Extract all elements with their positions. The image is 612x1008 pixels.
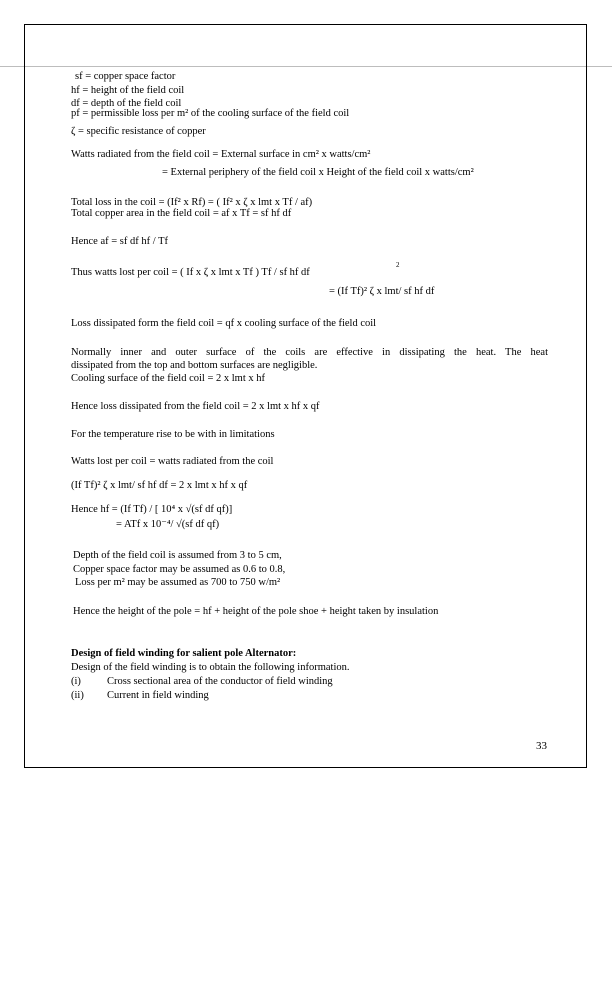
assumption-depth: Depth of the field coil is assumed from 3 to 5 cm, bbox=[73, 550, 282, 561]
watts-radiated-line1: Watts radiated from the field coil = External surface in cm² x watts/cm² bbox=[71, 149, 371, 160]
hence-hf-line2: = ATf x 10⁻⁴/ √(sf df qf) bbox=[116, 519, 220, 530]
watts-equal: Watts lost per coil = watts radiated from the coil bbox=[71, 456, 274, 467]
section-intro: Design of the field winding is to obtain the following information. bbox=[71, 662, 350, 673]
hence-af: Hence af = sf df hf / Tf bbox=[71, 236, 168, 247]
assumption-space-factor: Copper space factor may be assumed as 0.6 to 0.8, bbox=[73, 564, 286, 575]
list-item-text: Current in field winding bbox=[107, 690, 209, 701]
copper-area: Total copper area in the field coil = af x Tf = sf hf df bbox=[71, 208, 292, 219]
normally-para-line1: Normally inner and outer surface of the coils are effective in dissipating the heat. The heat bbox=[71, 347, 548, 358]
def-hf: hf = height of the field coil bbox=[71, 85, 185, 96]
watts-lost-line2: = (If Tf)² ζ x lmt/ sf hf df bbox=[329, 286, 435, 297]
def-zeta: ζ = specific resistance of copper bbox=[71, 126, 206, 137]
loss-dissipated: Loss dissipated form the field coil = qf x cooling surface of the field coil bbox=[71, 318, 377, 329]
list-item-number: (ii) bbox=[71, 690, 84, 701]
pole-height: Hence the height of the pole = hf + height of the pole shoe + height taken by insulation bbox=[73, 606, 439, 617]
def-pf: pf = permissible loss per m² of the cooling surface of the field coil bbox=[71, 108, 350, 119]
watts-radiated-line2: = External periphery of the field coil x Height of the field coil x watts/cm² bbox=[162, 167, 474, 178]
normally-para-line2: dissipated from the top and bottom surfaces are negligible. bbox=[71, 360, 318, 371]
cooling-surface: Cooling surface of the field coil = 2 x lmt x hf bbox=[71, 373, 266, 384]
equation: (If Tf)² ζ x lmt/ sf hf df = 2 x lmt x hf x qf bbox=[71, 480, 248, 491]
list-item-number: (i) bbox=[71, 676, 81, 687]
def-df: df = depth of the field coil bbox=[71, 98, 182, 109]
watts-lost-superscript: 2 bbox=[396, 261, 400, 269]
hence-hf-line1: Hence hf = (If Tf) / [ 10⁴ x √(sf df qf)] bbox=[71, 504, 233, 515]
assumption-loss: Loss per m² may be assumed as 700 to 750 w/m² bbox=[75, 577, 281, 588]
total-loss: Total loss in the coil = (If² x Rf) = ( If² x ζ x lmt x Tf / af) bbox=[71, 197, 313, 208]
watts-lost-line1: Thus watts lost per coil = ( If x ζ x lmt x Tf ) Tf / sf hf df bbox=[71, 267, 310, 278]
section-heading: Design of field winding for salient pole Alternator: bbox=[71, 648, 297, 659]
temperature-rise: For the temperature rise to be with in limitations bbox=[71, 429, 275, 440]
page-number: 33 bbox=[536, 740, 547, 752]
list-item-text: Cross sectional area of the conductor of field winding bbox=[107, 676, 333, 687]
def-sf: sf = copper space factor bbox=[75, 71, 176, 82]
hence-loss: Hence loss dissipated from the field coil = 2 x lmt x hf x qf bbox=[71, 401, 320, 412]
